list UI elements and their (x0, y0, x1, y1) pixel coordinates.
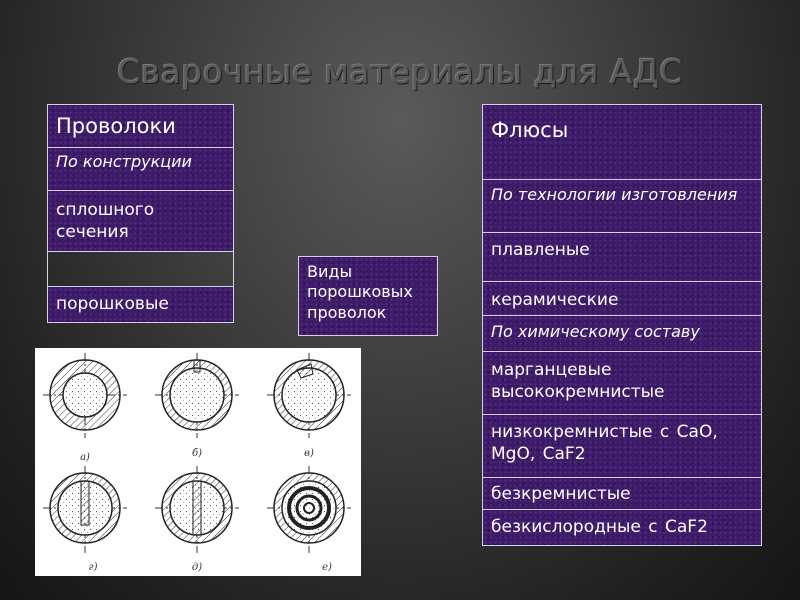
cross-section-e (267, 466, 351, 553)
cross-section-a (43, 353, 127, 438)
flux-row-fused: плавленые (482, 232, 762, 282)
label-d: д) (191, 562, 203, 573)
flux-row-silicon-free: безкремнистые (482, 477, 762, 510)
flux-row-ceramic: керамические (482, 281, 762, 316)
flux-row-chem-header: По химическому составу (482, 315, 762, 352)
wires-header: Проволоки (47, 104, 234, 148)
flux-row-low-silicon: низкокремнистые с CaO, MgO, CaF2 (482, 414, 762, 478)
fluxes-header: Флюсы (482, 104, 762, 180)
wire-type-solid: сплошного сечения (47, 190, 234, 252)
powder-wire-types-note: Виды порошковых проволок (298, 256, 438, 336)
cross-section-b (155, 353, 239, 438)
flux-row-oxygen-free: безкислородные с CaF2 (482, 509, 762, 546)
slide-title: Сварочные материалы для АДС (117, 52, 683, 91)
cross-section-v (267, 353, 351, 438)
flux-row-manganese: марганцевые высококремнистые (482, 351, 762, 415)
cross-section-d (155, 466, 239, 553)
powder-wire-cross-sections (35, 348, 361, 576)
label-b: б) (191, 448, 203, 459)
label-e: е) (322, 562, 332, 573)
label-a: а) (80, 452, 90, 463)
flux-row-tech-header: По технологии изготовления (482, 179, 762, 233)
cross-section-g (43, 466, 127, 553)
wires-table-gap (47, 252, 234, 286)
label-g: г) (88, 562, 98, 573)
wires-subheader: По конструкции (47, 147, 234, 191)
wire-type-powder: порошковые (47, 286, 234, 323)
label-v: в) (304, 448, 314, 459)
